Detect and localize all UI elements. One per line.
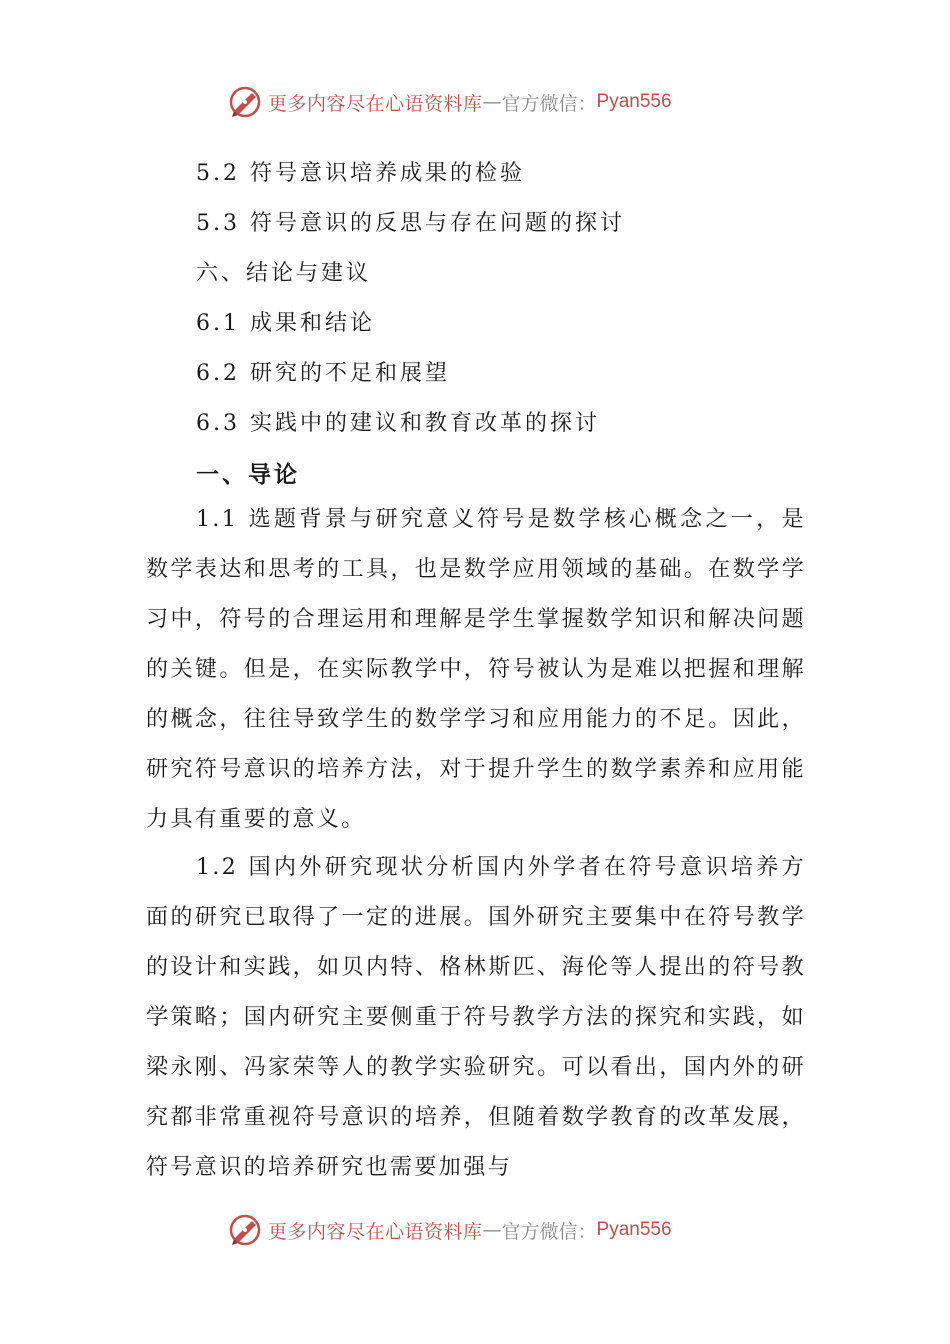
pen-logo-icon [228,1213,262,1247]
pen-logo-icon [228,85,262,119]
watermark-text: 更多内容尽在心语资料库 [268,92,483,115]
toc-item: 6.3 实践中的建议和教育改革的探讨 [196,411,600,436]
watermark-id: Pyan556 [596,1219,672,1240]
section-title: 一、导论 [196,462,300,488]
watermark-dash: — [482,1219,502,1241]
watermark-label: 官方微信： [501,92,597,115]
toc-item: 6.2 研究的不足和展望 [196,361,450,386]
watermark-label: 官方微信： [501,1220,597,1243]
watermark-text: 更多内容尽在心语资料库 [268,1220,483,1243]
toc-item: 5.2 符号意识培养成果的检验 [196,161,525,186]
body-paragraph: 1.1 选题背景与研究意义符号是数学核心概念之一，是数学表达和思考的工具，也是数学应用领域的基础。在数学学习中，符号的合理运用和理解是学生掌握数学知识和解决问题的关键。但是，在实际教学中，符号被认为是难以把握和理解的概念，往往导致学生的数学学习和应用能力的不足。因此，研究符号意识的培养方法，对于提升学生的数学素养和应用能力具有重要的意义。 [146,507,806,832]
toc-item: 6.1 成果和结论 [196,311,375,336]
toc-item: 5.3 符号意识的反思与存在问题的探讨 [196,211,625,236]
watermark-id: Pyan556 [596,91,672,112]
watermark-header [228,82,748,122]
toc-item: 六、结论与建议 [196,261,372,286]
watermark-footer [228,1210,748,1250]
watermark-dash: — [482,91,502,113]
body-paragraph: 1.2 国内外研究现状分析国内外学者在符号意识培养方面的研究已取得了一定的进展。国外研究主要集中在符号教学的设计和实践，如贝内特、格林斯匹、海伦等人提出的符号教学策略；国内研究主要侧重于符号教学方法的探究和实践，如梁永刚、冯家荣等人的教学实验研究。可以看出，国内外的研究都非常重视符号意识的培养，但随着数学教育的改革发展，符号意识的培养研究也需要加强与 [146,855,806,1180]
